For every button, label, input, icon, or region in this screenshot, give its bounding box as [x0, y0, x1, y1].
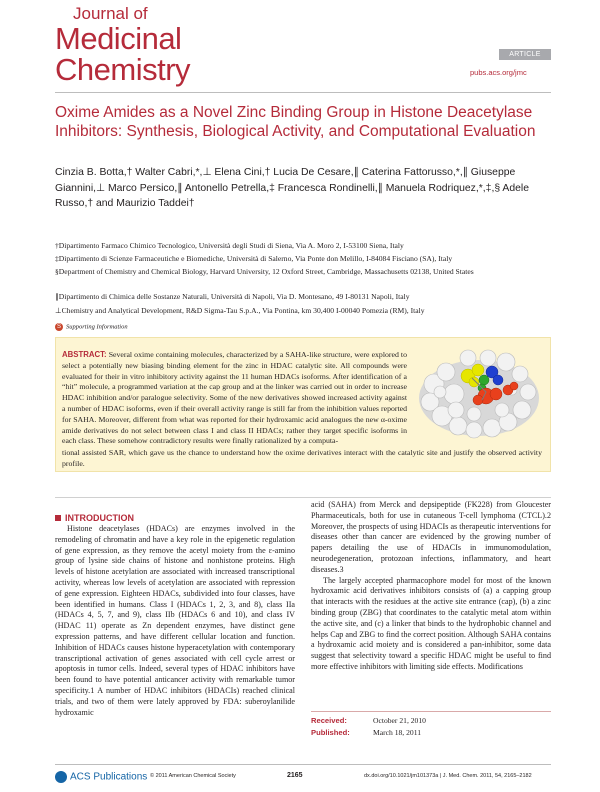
article-title: Oxime Amides as a Novel Zinc Binding Group in Histone Deacetylase Inhibitors: Synthesis, Biological Activity, and Computational Evaluation: [55, 104, 536, 140]
introduction-heading-text: INTRODUCTION: [65, 513, 134, 523]
received-row: [311, 715, 551, 727]
received-label: Received:: [311, 716, 347, 725]
supporting-info-link[interactable]: [55, 323, 128, 331]
author-list: Cinzia B. Botta,† Walter Cabri,*,⊥ Elena Cini,† Lucia De Cesare,∥ Caterina Fattorusso,*,∥ Giuseppe Giannini,⊥ Marco Persico,∥ Antonello Petrella,‡ Francesca Rondinelli,∥ Manuela Rodriquez,*,‡,§ Adele Russo,† and Maurizio Taddei†: [55, 167, 529, 209]
abstract-body: [62, 350, 407, 447]
journal-url-link[interactable]: pubs.acs.org/jmc: [470, 68, 527, 77]
article-type-badge: ARTICLE: [499, 49, 551, 60]
footer-divider: [55, 764, 551, 765]
affiliation-2: ‡Dipartimento di Scienze Farmaceutiche e Biomediche, Università di Salerno, Via Ponte don Melillo, I-84084 Fisciano (SA), Italy: [55, 254, 453, 263]
toc-graphic-protein: [412, 344, 546, 442]
doi-citation-link[interactable]: dx.doi.org/10.1021/jm101373a | J. Med. Chem. 2011, 54, 2165–2182: [364, 773, 532, 779]
abstract-tail: tional assisted SAR, which gave us the chance to understand how the oxime derivatives interact with the catalytic site and justify the observed activity profile.: [62, 448, 542, 468]
journal-name-line2: Medicinal: [55, 21, 182, 56]
supporting-info-label: Supporting Information: [66, 323, 128, 331]
abstract-text: Several oxime containing molecules, characterized by a SAHA-like structure, were explored to select a potentially new biasing binding element for the zinc in HDAC catalytic site. All compounds were evaluated for their in vitro inhibitory activity against the 11 human HDACs isoforms. After identification of a “hit” molecule, a programmed variation at the cap group and at the linker was carried out in order to increase HDAC inhibition and/or paralogue selectivity. Some of the new derivatives showed increased activity against a number of HDAC isoforms, even if their overall activity range is still far from the inhibition values reported for SAHA. Moreover, different from what was reported for their hydroxamic acid analogues the new α-oxime amide derivatives do not select between class I and class II HDACs; rather they target specific isoforms in each class. These somehow contradictory results were finally rationalized by a computa-: [62, 350, 407, 446]
publication-dates: [311, 711, 551, 739]
published-label: Published:: [311, 728, 350, 737]
copyright-notice: © 2011 American Chemical Society: [150, 773, 236, 779]
intro-paragraph-1: Histone deacetylases (HDACs) are enzymes involved in the remodeling of chromatin and have a key role in the epigenetic regulation of gene expression, as they remove the acetyl moiety from the ε-amino group of lysine side chains of histone and nonhistone proteins. High levels of histone acetylation are associated with increased transcriptional activity, whereas low levels of acetylation are associated with repression of gene expression. Eighteen HDACs, subdivided into four classes, have been identified in humans. Class I (HDACs 1, 2, 3, and 8), class IIa (HDACs 4, 5, 7, and 9), class IIb (HDACs 6 and 10), and class IV (HDAC 11) operate as Zn dependent enzymes, have distinct gene expression patterns, and have different cellular location and function. Inhibition of HDACs causes histone hyperacetylation with contemporary transcriptional activation of genes associated with cell cycle arrest or apoptosis in tumor cells. Indeed, several types of HDAC inhibitors have been found to have potential anticancer activity with remarkable tumor specificity.1 A number of HDAC inhibitors (HDACIs) reached clinical trials, and two of them were lately approved by FDA: suberoylanilide hydroxamic: [55, 524, 295, 717]
intro-paragraph-2: acid (SAHA) from Merck and depsipeptide (FK228) from Gloucester Pharmaceuticals, both for use in cutaneous T-cell lymphoma (CTCL).2 Moreover, the prospects of using HDACIs as therapeutic interventions for diseases other than cancer are evidenced by the growing number of papers detailing the use of HDACIs in immunomodulation, neurodegeneration, protozoan infections, inflammatory, and heart diseases.3: [311, 500, 551, 574]
header-divider: [55, 92, 551, 93]
section-marker-icon: [55, 515, 61, 521]
affiliation-4: ∥Dipartimento di Chimica delle Sostanze Naturali, Università di Napoli, Via D. Montesano, 49 I-80131 Napoli, Italy: [55, 292, 410, 301]
journal-name-line3: Chemistry: [55, 52, 191, 87]
published-date: March 18, 2011: [373, 728, 422, 737]
acs-publications-text: ACS Publications: [70, 771, 148, 783]
intro-column-1: [55, 524, 295, 718]
abstract-label: ABSTRACT:: [62, 350, 107, 359]
acs-publications-logo: [55, 771, 147, 783]
affiliation-3: §Department of Chemistry and Chemical Biology, Harvard University, 12 Oxford Street, Cambridge, Massachusetts 02138, United States: [55, 267, 474, 276]
affiliation-1: †Dipartimento Farmaco Chimico Tecnologico, Università degli Studi di Siena, Via A. Moro 2, I-53100 Siena, Italy: [55, 241, 404, 250]
page-number: 2165: [287, 772, 303, 779]
intro-paragraph-3: The largely accepted pharmacophore model for most of the known hydroxamic acid derivatives inhibitors consists of (a) a capping group that interacts with the residues at the active site entrance (cap), (b) a zinc binding group (ZBG) that coordinates to the catalytic metal atom within the active site, and (c) a linker that binds to the hydrophobic channel and helps Cap and ZBG to find the correct position. Although SAHA contains a hydroxamic acid moiety and is considered a pan-inhibitor, some data suggest that selectivity toward a specific HDAC might be useful to find more effective inhibitors with limiting side effects. Modifications: [311, 575, 551, 671]
affiliation-5: ⊥Chemistry and Analytical Development, R&D Sigma-Tau S.p.A., Via Pontina, km 30,400 I-00040 Pomezia (RM), Italy: [55, 306, 425, 315]
supporting-info-icon: S: [56, 324, 61, 330]
section-divider: [55, 497, 551, 498]
journal-name-line1: Journal of: [73, 4, 148, 23]
published-row: [311, 727, 551, 739]
intro-column-2: [311, 500, 551, 673]
acs-logo-icon: [55, 771, 67, 783]
introduction-heading: [55, 513, 134, 523]
received-date: October 21, 2010: [373, 716, 426, 725]
